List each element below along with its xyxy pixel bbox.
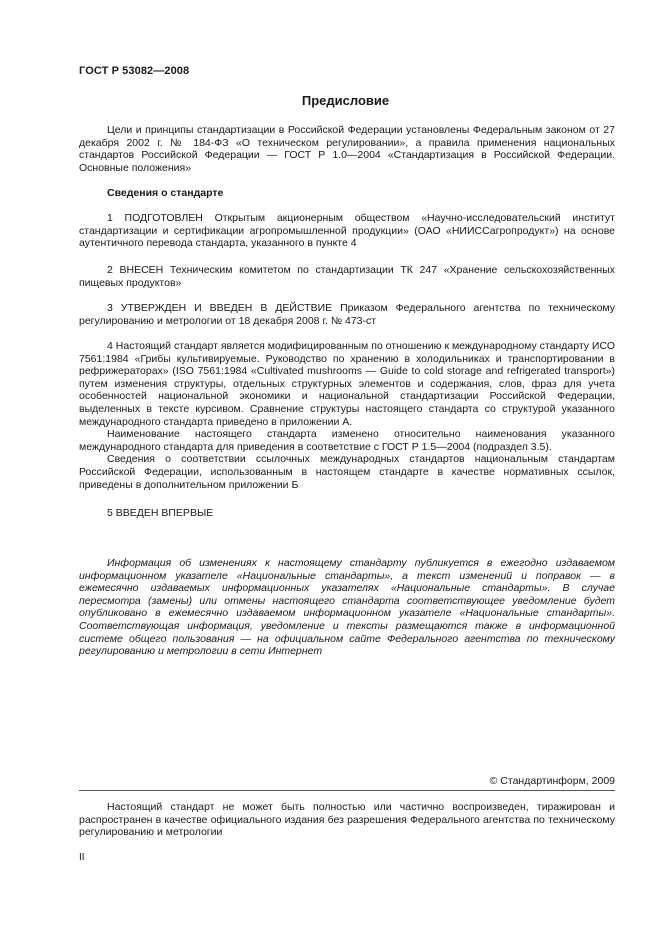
page-heading: Предисловие	[301, 93, 390, 108]
item-5: 5 ВВЕДЕН ВПЕРВЫЕ	[107, 507, 214, 519]
footer-note: Настоящий стандарт не может быть полностью или частично воспроизведен, тиражирован и распространен в качестве официального издания без разрешения Федерального агентства по техническому регулированию и метрологии	[79, 801, 615, 839]
item-4-paragraph: Сведения о соответствии ссылочных международных стандартов национальным стандартам Российской Федерации, использованным в настоящем стандарте в качестве нормативных ссылок, приведены в дополнительном приложении Б	[79, 453, 615, 491]
change-notice: Информация об изменениях к настоящему стандарту публикуется в ежегодно издаваемом информационном указателе «Национальные стандарты», а текст изменений и поправок — в ежемесячно издаваемых информационных указателях «Национальные стандарты». В случае пересмотра (замены) или отмены настоящего стандарта соответствующее уведомление будет опубликовано в ежемесячно издаваемом информационном указателе «Национальные стандарты». Соответствующая информация, уведомление и тексты размещаются также в информационной системе общего пользования — на официальном сайте Федерального агентства по техническому регулированию и метрологии в сети Интернет	[79, 557, 615, 658]
item-2: 2 ВНЕСЕН Техническим комитетом по стандартизации ТК 247 «Хранение сельскохозяйственных пищевых продуктов»	[79, 264, 615, 289]
copyright: © Стандартинформ, 2009	[489, 775, 615, 787]
standard-code: ГОСТ Р 53082—2008	[79, 65, 190, 77]
item-1: 1 ПОДГОТОВЛЕН Открытым акционерным обществом «Научно-исследовательский институт стандартизации и сертификации агропромышленной продукции» (ОАО «НИИССагропродукт») на основе аутентичного перевода стандарта, указанного в пункте 4	[79, 212, 615, 250]
item-4-paragraph: 4 Настоящий стандарт является модифицированным по отношению к международному стандарту ИСО 7561:1984 «Грибы культивируемые. Руководство по хранению в холодильниках и транспортировании в рефрижераторах» (ISO 7561:1984 «Cultivated mushrooms — Guide to cold storage and refrigerated transport») путем изменения структуры, отдельных структурных элементов и содержания, слов, фраз для учета особенностей национальной экономики и национальной стандартизации Российской Федерации, выделенных в тексте курсивом. Сравнение структуры настоящего стандарта со структурой указанного международного стандарта приведено в приложении А.	[79, 340, 615, 428]
page-number: II	[79, 852, 85, 863]
item-3: 3 УТВЕРЖДЕН И ВВЕДЕН В ДЕЙСТВИЕ Приказом Федерального агентства по техническому регулированию и метрологии от 18 декабря 2008 г. № 473-ст	[79, 302, 615, 327]
divider	[79, 790, 615, 791]
item-4-paragraph: Наименование настоящего стандарта изменено относительно наименования указанного международного стандарта для приведения в соответствие с ГОСТ Р 1.5—2004 (подраздел 3.5).	[79, 428, 615, 453]
intro-paragraph: Цели и принципы стандартизации в Российской Федерации установлены Федеральным законом от 27 декабря 2002 г. № 184-ФЗ «О техническом регулировании», а правила применения национальных стандартов Российской Федерации — ГОСТ Р 1.0—2004 «Стандартизация в Российской Федерации. Основные положения»	[79, 124, 615, 174]
item-4	[79, 340, 615, 491]
info-heading: Сведения о стандарте	[107, 187, 224, 199]
